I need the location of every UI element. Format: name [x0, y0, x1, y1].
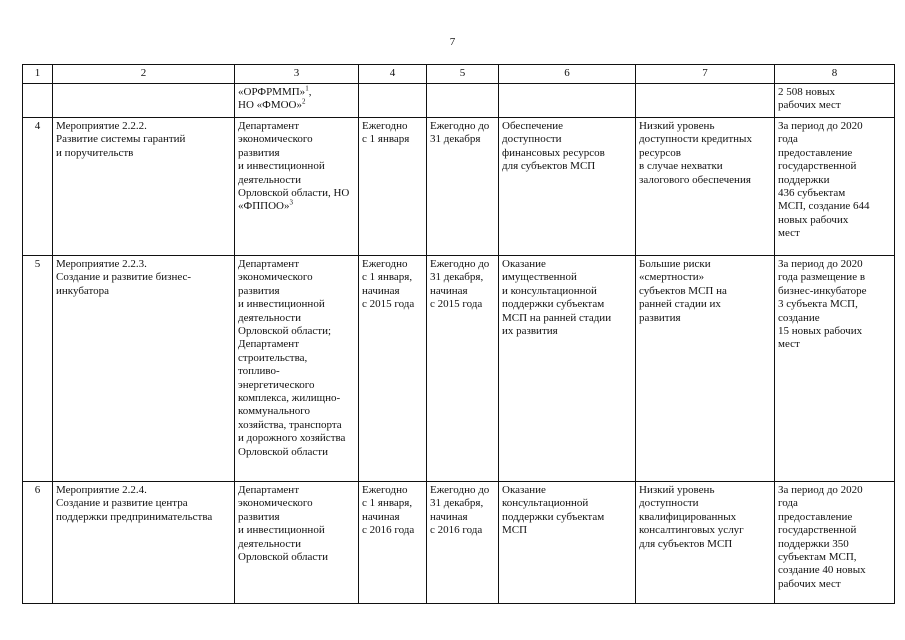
row-number: 5 [23, 256, 53, 482]
event-cell: Мероприятие 2.2.2. Развитие системы гарантий и поручительств [53, 118, 235, 256]
indicator-cell: За период до 2020 года предоставление государственной поддержки 350 субъектам МСП, создание 40 новых рабочих мест [775, 482, 895, 604]
executor-continuation-cell: «ОРФРММП»$^1$, НО «ФМОО»$^2$ [235, 84, 359, 118]
table-row [23, 256, 895, 482]
executor-continuation-line2: НО «ФМОО» [238, 99, 302, 112]
result-cell: Оказание консультационной поддержки субъектам МСП [499, 482, 636, 604]
result-cell: Обеспечение доступности финансовых ресурсов для субъектов МСП [499, 118, 636, 256]
end-cell: Ежегодно до 31 декабря, начиная с 2016 года [427, 482, 499, 604]
executor-cell [235, 118, 359, 256]
event-cell: Мероприятие 2.2.3. Создание и развитие бизнес- инкубатора [53, 256, 235, 482]
footnote-mark: 1 [305, 84, 309, 93]
empty-cell [359, 84, 427, 118]
measures-table [22, 64, 895, 604]
problem-cell: Низкий уровень доступности квалифицированных консалтинговых услуг для субъектов МСП [636, 482, 775, 604]
executor-cell [235, 256, 359, 482]
problem-cell: Большие риски «смертности» субъектов МСП на ранней стадии их развития [636, 256, 775, 482]
header-row [23, 65, 895, 84]
problem-cell: Низкий уровень доступности кредитных ресурсов в случае нехватки залогового обеспечения [636, 118, 775, 256]
empty-cell [427, 84, 499, 118]
row-number: 6 [23, 482, 53, 604]
continuation-row [23, 84, 895, 118]
start-cell: Ежегодно с 1 января [359, 118, 427, 256]
indicator-cell: За период до 2020 года предоставление государственной поддержки 436 субъектам МСП, создание 644 новых рабочих мест [775, 118, 895, 256]
executor-text: Департамент экономического развития и инвестиционной деятельности Орловской области, НО «ФППОО» [238, 120, 350, 213]
header-cell: 1 [23, 65, 53, 84]
event-cell: Мероприятие 2.2.4. Создание и развитие центра поддержки предпринимательства [53, 482, 235, 604]
executor-text: Департамент экономического развития и инвестиционной деятельности Орловской области; Департамент строительства, топливо- энергетического комплекса, жилищно- коммунального хозяйства, транспорта и дорожного хозяйства Орловской области [238, 258, 346, 458]
header-cell: 4 [359, 65, 427, 84]
start-cell: Ежегодно с 1 января, начиная с 2016 года [359, 482, 427, 604]
empty-cell [53, 84, 235, 118]
empty-cell [23, 84, 53, 118]
empty-cell [499, 84, 636, 118]
result-cell: Оказание имущественной и консультационной поддержки субъектам МСП на ранней стадии их развития [499, 256, 636, 482]
header-cell: 6 [499, 65, 636, 84]
executor-cell [235, 482, 359, 604]
end-cell: Ежегодно до 31 декабря [427, 118, 499, 256]
header-cell: 3 [235, 65, 359, 84]
footnote-mark: 3 [289, 198, 293, 207]
executor-text: Департамент экономического развития и инвестиционной деятельности Орловской области [238, 484, 328, 564]
footnote-mark: 2 [302, 97, 306, 106]
header-cell: 5 [427, 65, 499, 84]
row-number: 4 [23, 118, 53, 256]
header-cell: 2 [53, 65, 235, 84]
indicator-continuation-cell: 2 508 новых рабочих мест [775, 84, 895, 118]
page-number: 7 [449, 36, 456, 48]
start-cell: Ежегодно с 1 января, начиная с 2015 года [359, 256, 427, 482]
table-row [23, 118, 895, 256]
table-row [23, 482, 895, 604]
header-cell: 7 [636, 65, 775, 84]
executor-continuation-line1: «ОРФРММП» [238, 86, 306, 98]
empty-cell [636, 84, 775, 118]
end-cell: Ежегодно до 31 декабря, начиная с 2015 года [427, 256, 499, 482]
indicator-cell: За период до 2020 года размещение в бизнес-инкубаторе 3 субъекта МСП, создание 15 новых рабочих мест [775, 256, 895, 482]
header-cell: 8 [775, 65, 895, 84]
